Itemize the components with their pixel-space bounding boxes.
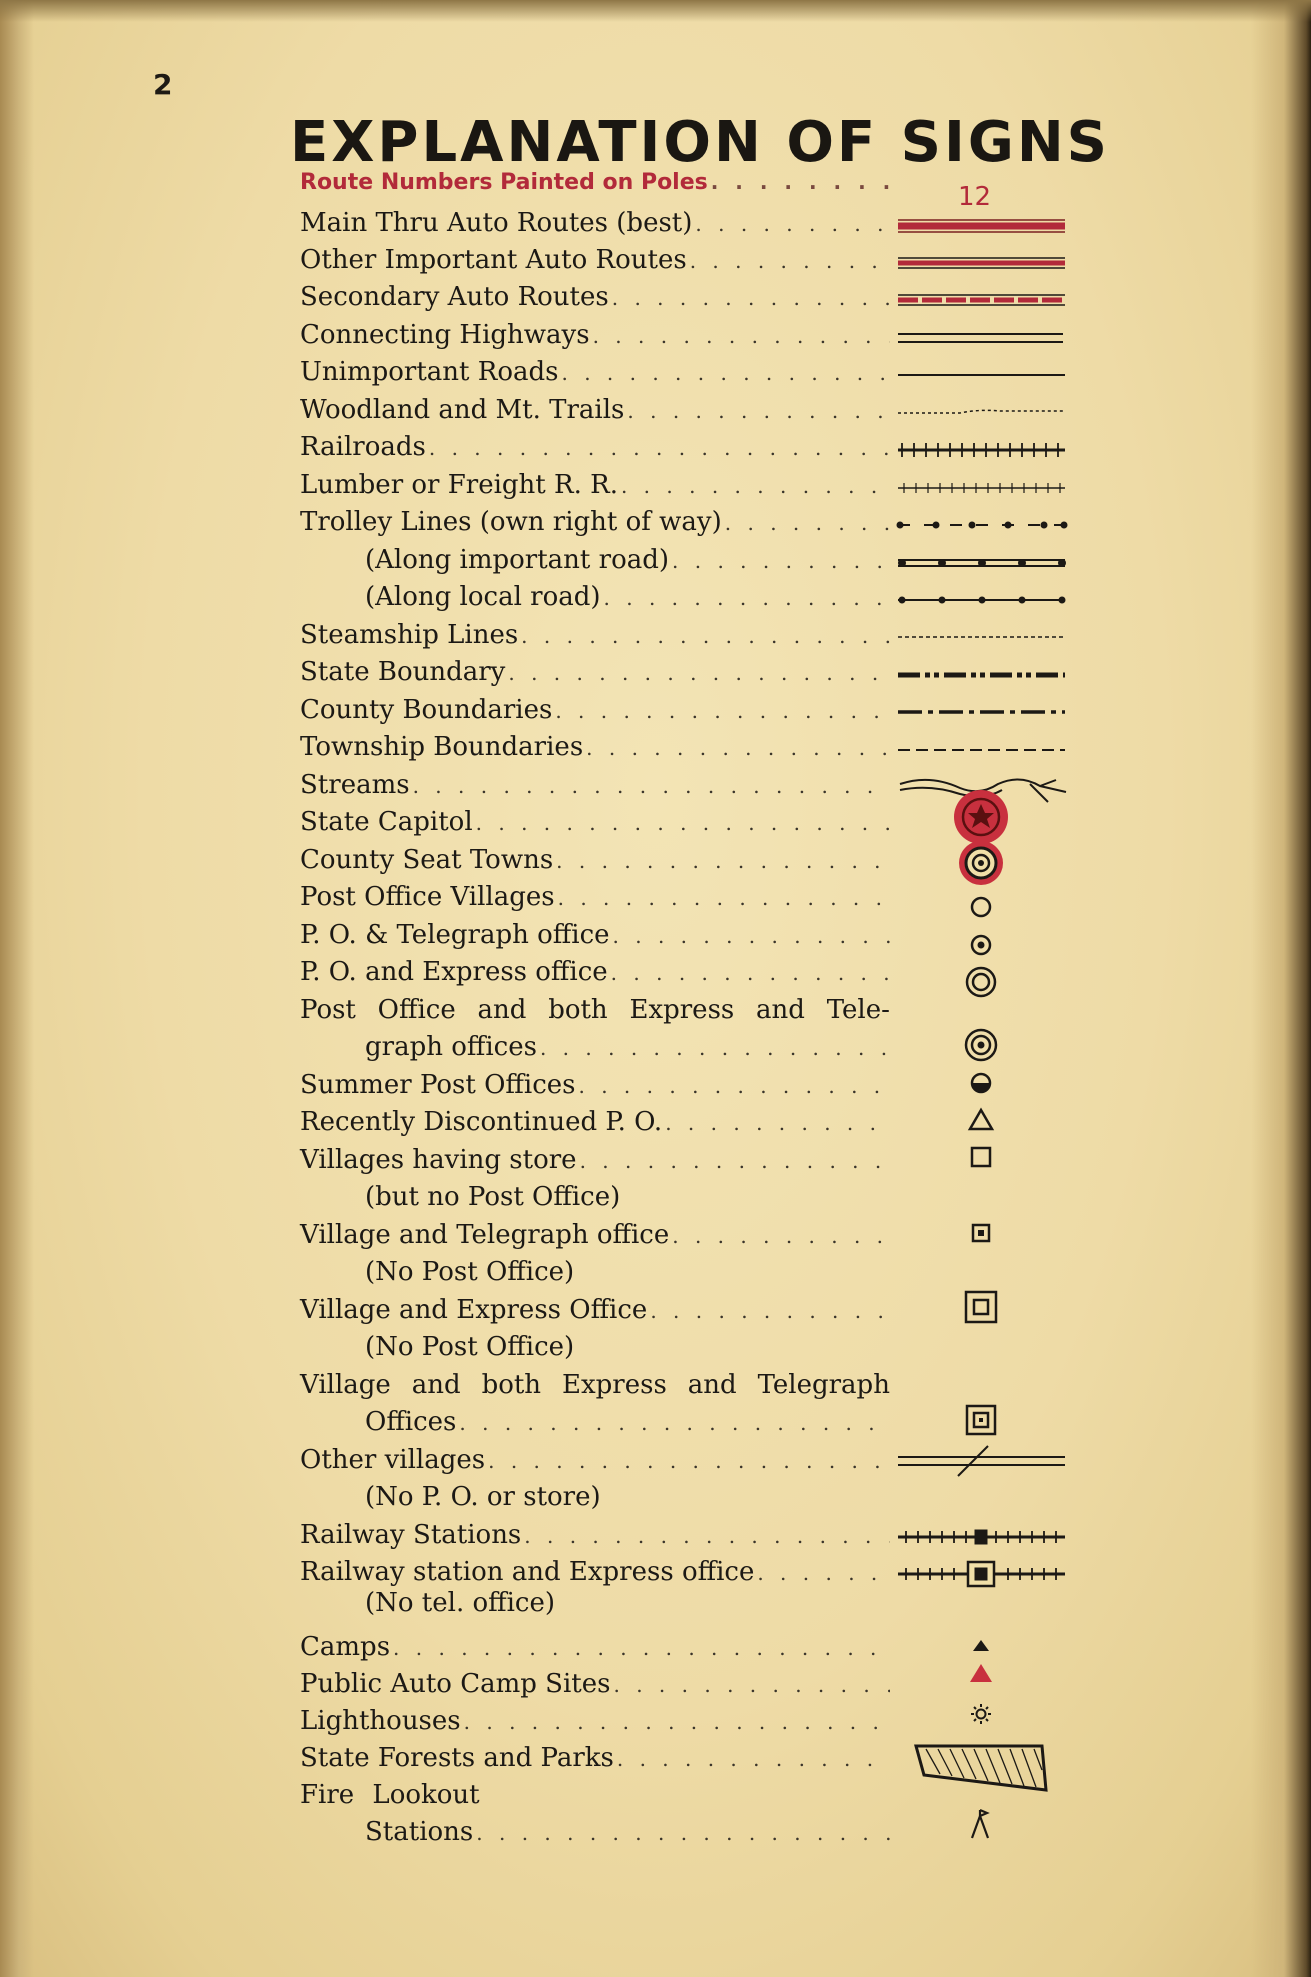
legend-entry-trolley-own: Trolley Lines (own right of way) . . . bbox=[300, 507, 890, 539]
legend-entry-fire-lookout: Fire Lookout bbox=[300, 1780, 480, 1810]
legend-entry-village-express: Village and Express Office . . . bbox=[300, 1295, 890, 1327]
legend-entry-villages-store: Villages having store . . . bbox=[300, 1145, 890, 1177]
connecting-highway-symbol bbox=[898, 334, 1063, 342]
trail-symbol bbox=[898, 410, 1065, 413]
legend-entry-unimportant-roads: Unimportant Roads . . . bbox=[300, 357, 890, 389]
legend-entry-village-telegraph: Village and Telegraph office . . . bbox=[300, 1220, 890, 1252]
word: Post bbox=[300, 995, 356, 1025]
legend-entry-state-capitol: State Capitol . . . bbox=[300, 807, 890, 839]
railway-express-symbol bbox=[898, 1562, 1065, 1586]
state-forest-icon bbox=[916, 1746, 1046, 1790]
legend-entry-po-both-line2: graph offices . . . bbox=[365, 1032, 890, 1064]
other-village-symbol bbox=[898, 1446, 1065, 1476]
word: Telegraph bbox=[757, 1370, 890, 1400]
word: and bbox=[687, 1370, 737, 1400]
legend-entry-village-express-note: (No Post Office) bbox=[365, 1332, 575, 1362]
legend-entry-secondary-routes: Secondary Auto Routes . . . bbox=[300, 282, 890, 314]
trolley-dots bbox=[897, 522, 1068, 604]
page-edge-top bbox=[0, 0, 1311, 22]
legend-entry-auto-camp-sites: Public Auto Camp Sites . . . bbox=[300, 1669, 890, 1701]
legend-entry-route-numbers bbox=[300, 170, 890, 202]
legend-entry-fire-lookout-stations: Stations . . . bbox=[365, 1817, 890, 1849]
village-both-icon bbox=[967, 1406, 995, 1434]
page-edge-left bbox=[0, 0, 34, 1977]
legend-entry-camps: Camps . . . bbox=[300, 1632, 890, 1664]
railroad-symbol bbox=[898, 443, 1065, 450]
legend-entry-villages-store-note: (but no Post Office) bbox=[365, 1182, 621, 1212]
page-title: EXPLANATION OF SIGNS bbox=[289, 110, 1111, 175]
legend-label: Route Numbers Painted on Poles bbox=[300, 170, 708, 195]
legend-entry-po-express: P. O. and Express office . . . bbox=[300, 957, 890, 989]
legend-entry-county-boundaries: County Boundaries . . . bbox=[300, 695, 890, 727]
legend-entry-po-telegraph: P. O. & Telegraph office . . . bbox=[300, 920, 890, 952]
legend-entry-discontinued-po: Recently Discontinued P. O. . . . bbox=[300, 1107, 890, 1139]
word: Tele- bbox=[826, 995, 890, 1025]
word: Express bbox=[562, 1370, 667, 1400]
legend-entry-po-both-line1 bbox=[300, 995, 890, 1027]
word: Express bbox=[629, 995, 735, 1025]
legend-entry-other-villages-note: (No P. O. or store) bbox=[365, 1482, 601, 1512]
post-office-village-icon bbox=[972, 898, 990, 916]
legend-entry-main-thru-routes: Main Thru Auto Routes (best) . . . bbox=[300, 208, 890, 240]
legend-entry-lighthouses: Lighthouses . . . bbox=[300, 1706, 890, 1738]
state-capitol-icon bbox=[954, 790, 1008, 844]
legend-entry-summer-po: Summer Post Offices . . . bbox=[300, 1070, 890, 1102]
legend-entry-other-important-routes: Other Important Auto Routes . . . bbox=[300, 245, 890, 277]
secondary-route-symbol bbox=[898, 295, 1065, 305]
legend-entry-trolley-important: (Along important road) . . . bbox=[365, 545, 890, 577]
po-telegraph-icon bbox=[972, 936, 990, 954]
legend-entry-connecting-highways: Connecting Highways . . . bbox=[300, 320, 890, 352]
legend-entry-county-seat: County Seat Towns . . . bbox=[300, 845, 890, 877]
word: and bbox=[477, 995, 527, 1025]
camp-icon bbox=[973, 1640, 989, 1651]
legend-entry-railway-express: Railway station and Express office . . . bbox=[300, 1557, 890, 1589]
auto-camp-icon bbox=[970, 1664, 992, 1682]
discontinued-po-icon bbox=[970, 1110, 992, 1129]
fire-lookout-icon bbox=[972, 1810, 988, 1838]
po-express-icon bbox=[967, 968, 995, 996]
village-express-icon bbox=[966, 1292, 996, 1322]
legend-entry-township-boundaries: Township Boundaries . . . bbox=[300, 732, 890, 764]
legend-entry-village-both-line2: Offices . . . bbox=[365, 1407, 890, 1439]
lighthouse-icon bbox=[971, 1704, 991, 1724]
legend-entry-streams: Streams . . . bbox=[300, 770, 890, 802]
summer-po-icon bbox=[972, 1074, 990, 1092]
legend-entry-state-forests: State Forests and Parks . . . bbox=[300, 1743, 890, 1775]
page-number: 2 bbox=[153, 68, 173, 101]
legend-entry-woodland-trails: Woodland and Mt. Trails . . . bbox=[300, 395, 890, 427]
legend-entry-railroads: Railroads . . . bbox=[300, 432, 890, 464]
legend-entry-lumber-rr: Lumber or Freight R. R. . . . bbox=[300, 470, 890, 502]
legend-entry-village-telegraph-note: (No Post Office) bbox=[365, 1257, 575, 1287]
village-store-icon bbox=[972, 1148, 990, 1166]
legend-entry-village-both-line1 bbox=[300, 1370, 890, 1402]
village-telegraph-icon bbox=[973, 1225, 989, 1241]
word: Office bbox=[377, 995, 456, 1025]
route-number-sample: 12 bbox=[958, 182, 992, 212]
legend-symbols bbox=[880, 200, 1080, 1860]
legend-entry-steamship: Steamship Lines . . . bbox=[300, 620, 890, 652]
legend-entry-trolley-local: (Along local road) . . . bbox=[365, 582, 890, 614]
word: and bbox=[756, 995, 805, 1025]
important-route-symbol bbox=[898, 258, 1065, 268]
legend-entry-railway-express-note: (No tel. office) bbox=[365, 1588, 556, 1618]
county-seat-icon bbox=[959, 841, 1003, 885]
word: both bbox=[481, 1370, 542, 1400]
po-both-icon bbox=[966, 1030, 996, 1060]
legend-entry-state-boundary: State Boundary . . . bbox=[300, 657, 890, 689]
main-route-symbol bbox=[898, 220, 1065, 232]
word: Village bbox=[300, 1370, 391, 1400]
legend-entry-railway-stations: Railway Stations . . . bbox=[300, 1520, 890, 1552]
page-edge-right bbox=[1251, 0, 1311, 1977]
railway-station-symbol bbox=[898, 1530, 1065, 1544]
legend-entry-post-office-villages: Post Office Villages . . . bbox=[300, 882, 890, 914]
legend-entry-other-villages: Other villages . . . bbox=[300, 1445, 890, 1477]
word: and bbox=[411, 1370, 461, 1400]
word: both bbox=[548, 995, 608, 1025]
